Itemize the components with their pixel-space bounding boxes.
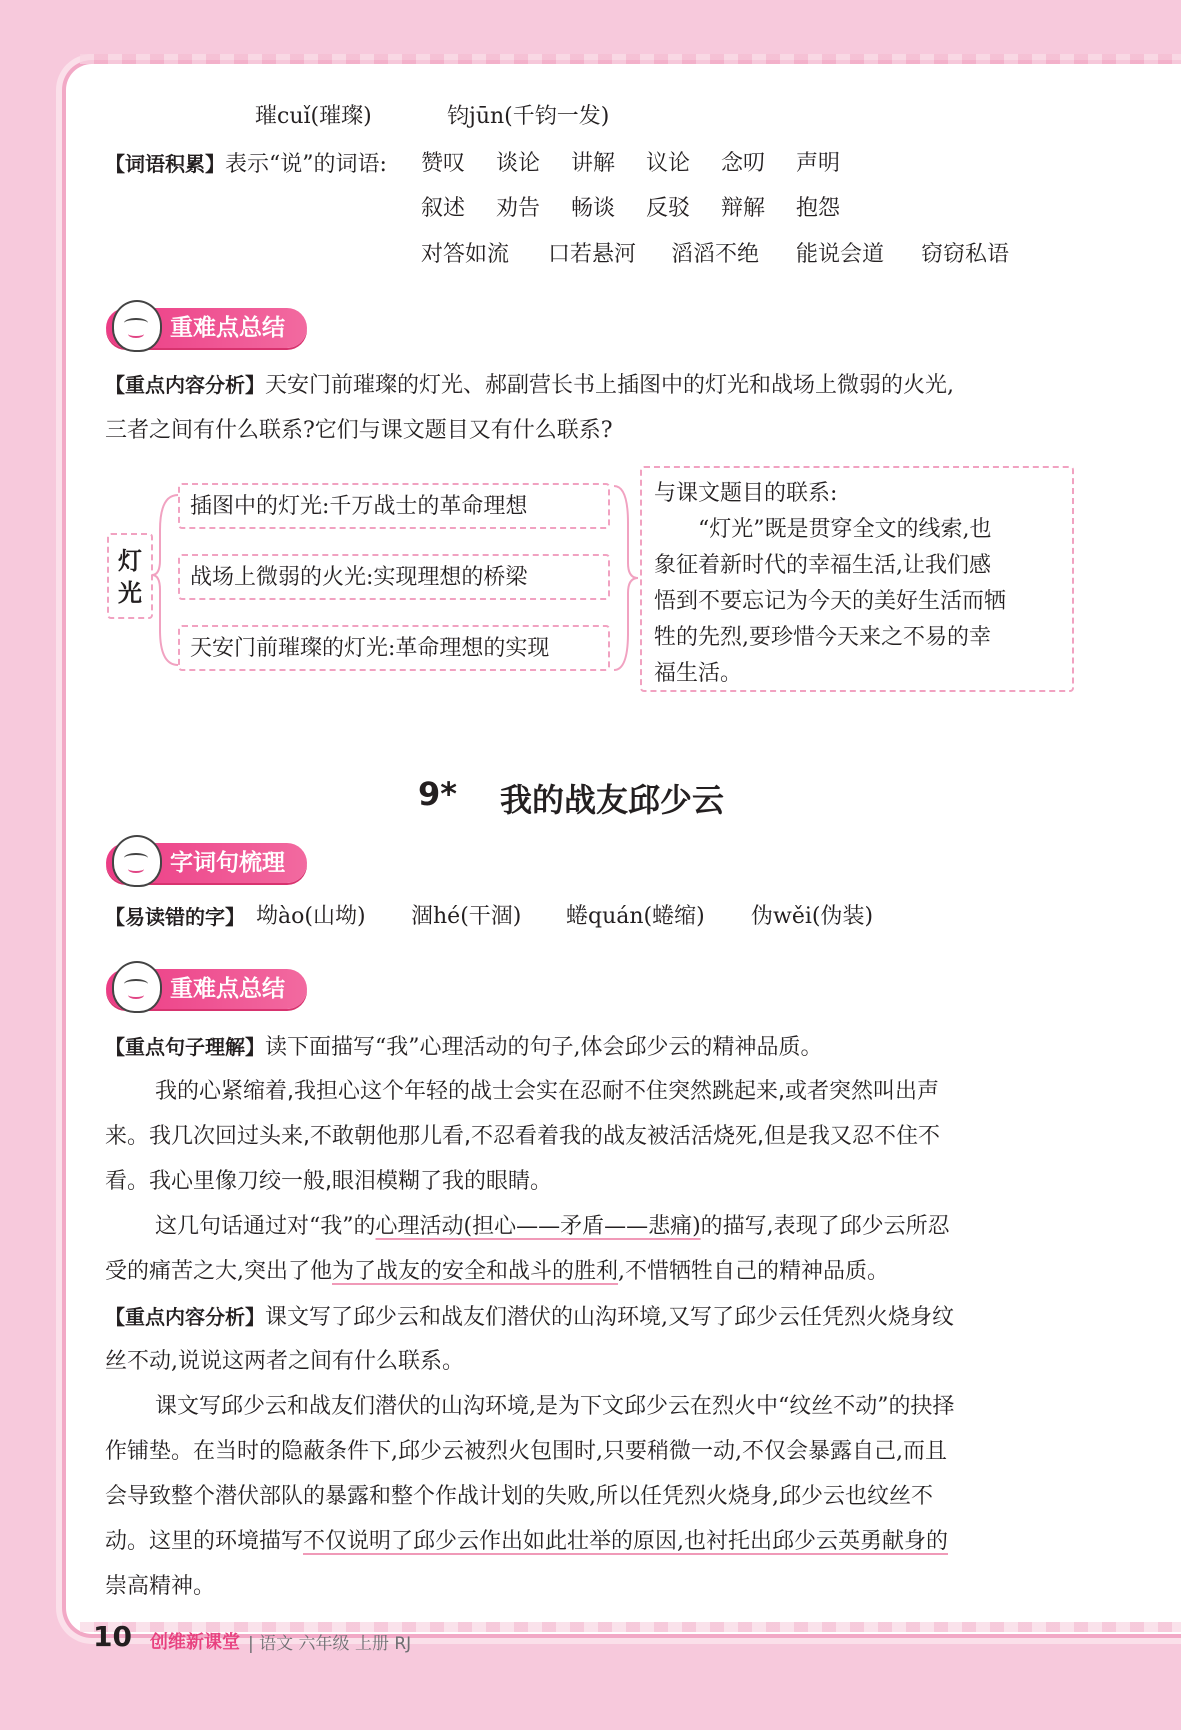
badge-label: 重难点总结 bbox=[170, 315, 285, 341]
relation-line: 象征着新时代的幸福生活,让我们感 bbox=[654, 553, 991, 578]
answer2-line-3: 会导致整个潜伏部队的暴露和整个作战计划的失败,所以任凭烈火烧身,邱少云也纹丝不 bbox=[105, 1484, 933, 1509]
book-mascot-icon bbox=[112, 961, 162, 1013]
sentence-question: 读下面描写“我”心理活动的句子,体会邱少云的精神品质。 bbox=[265, 1035, 823, 1060]
diagram-branch-3: 天安门前璀璨的灯光:革命理想的实现 bbox=[178, 625, 610, 671]
answer2-line-2: 作铺垫。在当时的隐蔽条件下,邱少云被烈火包围时,只要稍微一动,不仅会暴露自己,而且 bbox=[105, 1439, 947, 1464]
top-wave-border bbox=[80, 54, 1181, 64]
vocab-lead: 表示“说”的词语: bbox=[225, 152, 387, 177]
brand-name: 创维新课堂 bbox=[150, 1632, 240, 1653]
content-tag: 【重点内容分析】 bbox=[105, 1305, 265, 1329]
relation-line: 福生活。 bbox=[654, 661, 743, 686]
lesson-number: 9* bbox=[418, 775, 457, 813]
answer2-line-1: 课文写邱少云和战友们潜伏的山沟环境,是为下文邱少云在烈火中“纹丝不动”的抉择 bbox=[155, 1394, 955, 1419]
answer-text: ,不惜牺牲自己的精神品质。 bbox=[618, 1259, 890, 1284]
diagram-relation-box bbox=[640, 466, 1074, 692]
badge-label: 重难点总结 bbox=[170, 976, 285, 1002]
analysis-question-line-2: 三者之间有什么联系?它们与课文题目又有什么联系? bbox=[105, 418, 613, 443]
answer-text: 这几句话通过对“我”的 bbox=[155, 1214, 376, 1239]
vocab-word: 讲解 bbox=[571, 151, 616, 176]
vocab-idiom: 口若悬河 bbox=[548, 242, 637, 267]
content-question-line-2: 丝不动,说说这两者之间有什么联系。 bbox=[105, 1349, 464, 1374]
diagram-branch-1: 插图中的灯光:千万战士的革命理想 bbox=[178, 483, 610, 529]
answer1-line-1 bbox=[155, 1212, 950, 1242]
vocab-word: 叙述 bbox=[421, 196, 466, 221]
relation-title: 与课文题目的联系: bbox=[654, 481, 838, 506]
analysis-question-line-1: 天安门前璀璨的灯光、郝副营长书上插图中的灯光和战场上微弱的火光, bbox=[265, 373, 954, 398]
vocab-word: 劝告 bbox=[496, 196, 541, 221]
vocab-word: 畅谈 bbox=[571, 196, 616, 221]
content-question-line-1: 课文写了邱少云和战友们潜伏的山沟环境,又写了邱少云任凭烈火烧身纹 bbox=[265, 1305, 954, 1330]
misread-row bbox=[105, 902, 1105, 933]
misread-tag: 【易读错的字】 bbox=[105, 905, 245, 929]
vocab-word: 议论 bbox=[646, 151, 691, 176]
vocab-word: 反驳 bbox=[646, 196, 691, 221]
vocab-idiom: 滔滔不绝 bbox=[671, 242, 760, 267]
answer-text: 受的痛苦之大,突出了他 bbox=[105, 1259, 332, 1284]
relation-line: “灯光”既是贯穿全文的线索,也 bbox=[698, 517, 992, 542]
page-number: 10 bbox=[93, 1620, 132, 1653]
book-mascot-icon bbox=[112, 300, 162, 352]
word-jun: 钧jūn(千钧一发) bbox=[447, 104, 610, 129]
passage-line-2: 来。我几次回过头来,不敢朝他那儿看,不忍看着我的战友被活活烧死,但是我又忍不住不 bbox=[105, 1124, 940, 1149]
book-info: | 语文 六年级 上册 RJ bbox=[248, 1634, 412, 1654]
relation-line: 牲的先烈,要珍惜今天来之不易的幸 bbox=[654, 625, 991, 650]
answer1-line-2 bbox=[105, 1257, 889, 1287]
answer-text: 的描写,表现了邱少云所忍 bbox=[700, 1214, 950, 1239]
section-badge-key-points-2 bbox=[106, 969, 307, 1009]
diagram-right-brace bbox=[612, 483, 642, 673]
relation-line: 悟到不要忘记为今天的美好生活而牺 bbox=[654, 589, 1007, 614]
answer2-line-5: 崇高精神。 bbox=[105, 1574, 216, 1599]
lesson-title: 我的战友邱少云 bbox=[500, 781, 725, 819]
book-mascot-icon bbox=[112, 835, 162, 887]
diagram-root: 灯光 bbox=[107, 533, 153, 619]
badge-label: 字词句梳理 bbox=[170, 850, 285, 876]
answer-highlight: 不仅说明了邱少云作出如此壮举的原因,也衬托出邱少云英勇献身的 bbox=[303, 1529, 949, 1554]
sentence-tag: 【重点句子理解】 bbox=[105, 1035, 265, 1059]
vocab-idiom: 能说会道 bbox=[796, 242, 885, 267]
answer-highlight: 为了战友的安全和战斗的胜利 bbox=[332, 1259, 619, 1284]
section-badge-key-points bbox=[106, 308, 307, 348]
answer-highlight: 心理活动(担心——矛盾——悲痛) bbox=[375, 1214, 701, 1239]
answer2-line-4 bbox=[105, 1527, 948, 1557]
vocab-idiom: 窃窃私语 bbox=[921, 242, 1010, 267]
vocab-tag: 【词语积累】 bbox=[105, 152, 225, 176]
passage-line-3: 看。我心里像刀绞一般,眼泪模糊了我的眼睛。 bbox=[105, 1169, 552, 1194]
misread-word: 蜷quán(蜷缩) bbox=[566, 904, 705, 929]
section-badge-words bbox=[106, 843, 307, 883]
word-cui: 璀cuǐ(璀璨) bbox=[255, 104, 372, 129]
vocab-word: 赞叹 bbox=[421, 151, 466, 176]
passage-line-1: 我的心紧缩着,我担心这个年轻的战士会实在忍耐不住突然跳起来,或者突然叫出声 bbox=[155, 1079, 939, 1104]
diagram-left-brace bbox=[150, 490, 180, 670]
vocab-word: 辩解 bbox=[721, 196, 766, 221]
analysis-tag: 【重点内容分析】 bbox=[105, 373, 265, 397]
vocab-word: 声明 bbox=[796, 151, 841, 176]
misread-word: 伪wěi(伪装) bbox=[751, 904, 874, 929]
vocab-word: 谈论 bbox=[496, 151, 541, 176]
bottom-wave-border bbox=[80, 1622, 1181, 1632]
vocab-word: 抱怨 bbox=[796, 196, 841, 221]
vocab-idiom: 对答如流 bbox=[421, 242, 510, 267]
diagram-branch-2: 战场上微弱的火光:实现理想的桥梁 bbox=[178, 554, 610, 600]
misread-word: 涸hé(干涸) bbox=[411, 904, 522, 929]
answer-text: 动。这里的环境描写 bbox=[105, 1529, 304, 1554]
vocab-word: 念叨 bbox=[721, 151, 766, 176]
misread-word: 坳ào(山坳) bbox=[256, 904, 366, 929]
